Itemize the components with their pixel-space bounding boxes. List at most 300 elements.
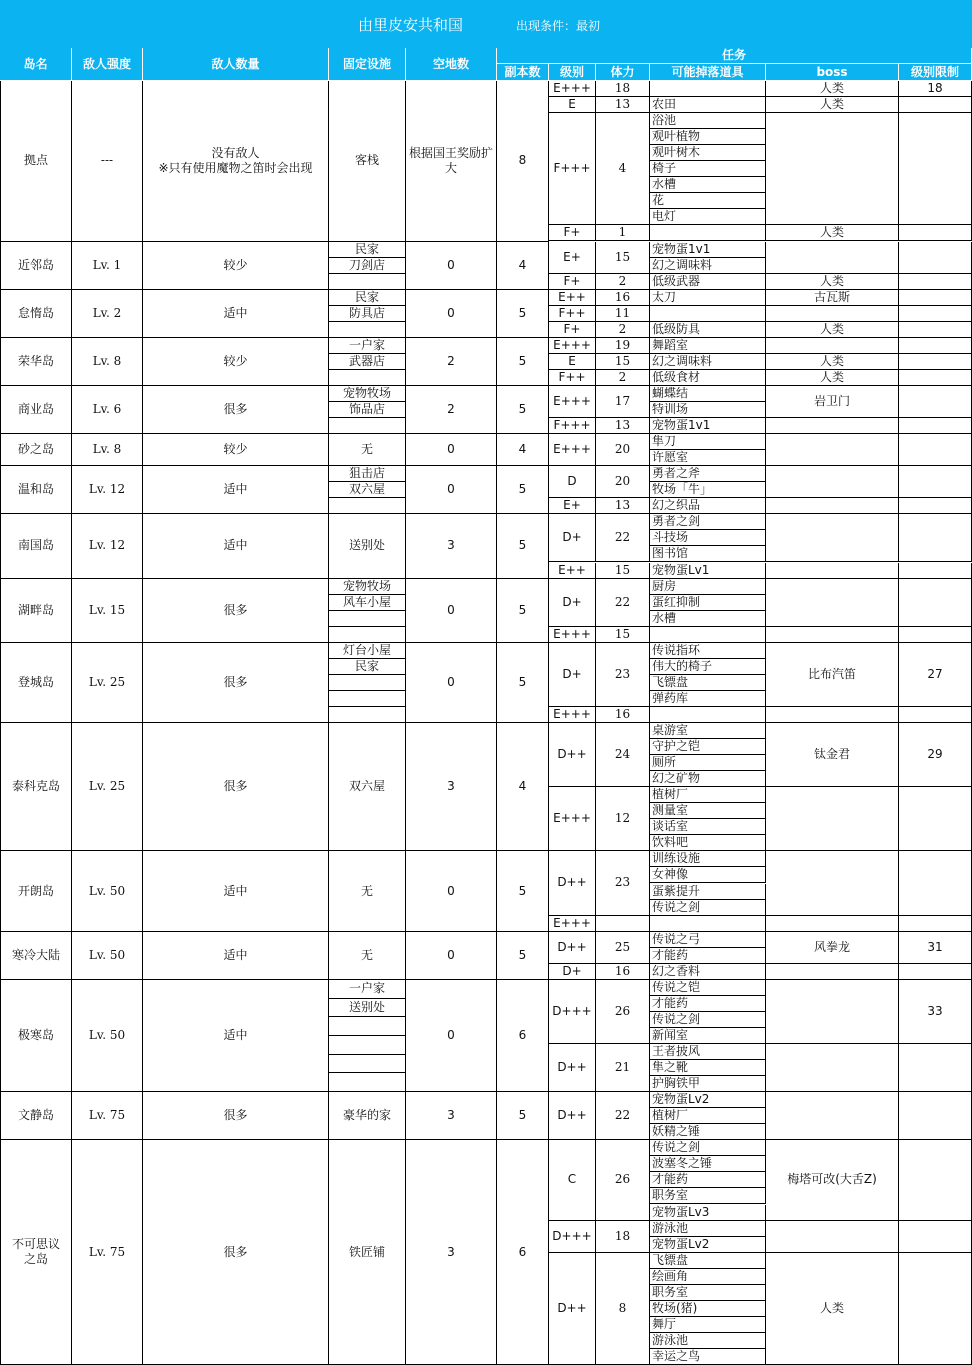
facility: [329, 691, 406, 707]
enemy-count: 较少: [143, 242, 329, 290]
island-name: 寒冷大陆: [0, 932, 72, 980]
drop-item: [650, 707, 766, 723]
task-rank: D: [549, 466, 596, 498]
task-stamina: 19: [596, 338, 650, 354]
drop-item: 植树厂: [650, 1108, 766, 1124]
facility: [329, 370, 406, 386]
facility: 无: [329, 434, 406, 466]
header-rank: 级别: [549, 64, 596, 81]
task-level-limit: [899, 514, 972, 562]
task-rank: E++: [549, 290, 596, 306]
drop-item: 职务室: [650, 1188, 766, 1204]
task-level-limit: [899, 97, 972, 113]
task-boss: [766, 980, 899, 1044]
drop-item: 妖精之锤: [650, 1124, 766, 1140]
drop-item: 幻之香料: [650, 964, 766, 980]
task-level-limit: [899, 338, 972, 354]
empty-lots: 0: [406, 851, 497, 931]
facility: 灯台小屋: [329, 643, 406, 659]
drop-item: 幻之织品: [650, 498, 766, 514]
task-boss: [766, 466, 899, 498]
enemy-count: 较少: [143, 338, 329, 386]
drop-item: 王者披风: [650, 1044, 766, 1060]
facility: 武器店: [329, 354, 406, 370]
header-facility: 固定设施: [329, 48, 406, 81]
empty-lots: 3: [406, 723, 497, 851]
copy-count: 5: [497, 932, 549, 980]
enemy-count: 适中: [143, 932, 329, 980]
task-boss: 比布汽笛: [766, 643, 899, 707]
task-boss: 风拳龙: [766, 932, 899, 964]
copy-count: 5: [497, 466, 549, 514]
copy-count: 4: [497, 434, 549, 466]
task-boss: 人类: [766, 81, 899, 97]
task-rank: E+: [549, 242, 596, 274]
facility: 一户家: [329, 338, 406, 354]
enemy-count: 很多: [143, 643, 329, 723]
drop-item: 训练设施: [650, 851, 766, 867]
task-rank: D+++: [549, 980, 596, 1044]
facility: 送别处: [329, 514, 406, 578]
facility: [329, 1055, 406, 1074]
task-level-limit: [899, 1221, 972, 1253]
facility: 民家: [329, 290, 406, 306]
task-level-limit: [899, 787, 972, 851]
task-boss: [766, 627, 899, 643]
empty-lots: 3: [406, 1092, 497, 1140]
facility: 铁匠铺: [329, 1140, 406, 1365]
drop-item: 厕所: [650, 755, 766, 771]
empty-lots: 根据国王奖励扩大: [406, 81, 497, 242]
appear-condition: 出现条件：最初: [516, 19, 601, 33]
drop-item: 舞厅: [650, 1317, 766, 1333]
task-level-limit: [899, 579, 972, 627]
task-boss: 梅塔可改(大舌Z): [766, 1140, 899, 1220]
drop-item: 勇者之斧: [650, 466, 766, 482]
task-level-limit: [899, 498, 972, 514]
drop-item: 牧场「牛」: [650, 482, 766, 498]
drop-item: 游泳池: [650, 1333, 766, 1349]
task-boss: 人类: [766, 370, 899, 386]
drop-item: 传说之弓: [650, 932, 766, 948]
copy-count: 5: [497, 386, 549, 434]
task-boss: [766, 242, 899, 274]
facility: 防具店: [329, 306, 406, 322]
task-boss: 人类: [766, 354, 899, 370]
drop-item: 低级防具: [650, 322, 766, 338]
task-boss: 古瓦斯: [766, 290, 899, 306]
header-enemy-count: 敌人数量: [143, 48, 329, 81]
drop-item: 饮料吧: [650, 835, 766, 851]
empty-lots: 3: [406, 1140, 497, 1365]
drop-item: 椅子: [650, 161, 766, 177]
copy-count: 4: [497, 242, 549, 290]
facility: 风车小屋: [329, 595, 406, 611]
task-boss: [766, 964, 899, 980]
facility: [329, 707, 406, 723]
drop-item: 弹药库: [650, 691, 766, 707]
task-rank: F+: [549, 274, 596, 290]
facility: [329, 1036, 406, 1055]
task-stamina: 15: [596, 563, 650, 579]
country-title: 由里皮安共和国: [358, 16, 464, 34]
drop-item: 水槽: [650, 611, 766, 627]
drop-item: 花: [650, 193, 766, 209]
enemy-strength: Lv. 15: [72, 579, 143, 643]
task-rank: E+++: [549, 386, 596, 418]
task-level-limit: [899, 434, 972, 466]
task-stamina: 4: [596, 113, 650, 225]
drop-item: 浴池: [650, 113, 766, 129]
facility: 宠物牧场: [329, 579, 406, 595]
drop-item: 飞镖盘: [650, 1253, 766, 1269]
task-rank: F+: [549, 225, 596, 241]
drop-item: 宠物蛋Lv2: [650, 1092, 766, 1108]
island-name: 极寒岛: [0, 980, 72, 1092]
task-stamina: 26: [596, 980, 650, 1044]
task-boss: [766, 916, 899, 932]
facility: 双六屋: [329, 482, 406, 498]
task-stamina: 16: [596, 290, 650, 306]
header-island: 岛名: [0, 48, 72, 81]
drop-item: 职务室: [650, 1285, 766, 1301]
empty-lots: 0: [406, 932, 497, 980]
facility: 刀剑店: [329, 258, 406, 274]
enemy-count: 适中: [143, 514, 329, 578]
facility: [329, 418, 406, 434]
header-boss: boss: [766, 64, 899, 81]
drop-item: 传说指环: [650, 643, 766, 659]
header-strength: 敌人强度: [72, 48, 143, 81]
task-rank: E: [549, 97, 596, 113]
task-rank: F+: [549, 322, 596, 338]
drop-item: 才能药: [650, 996, 766, 1012]
drop-item: [650, 627, 766, 643]
facility: [329, 675, 406, 691]
facility: 无: [329, 932, 406, 980]
drop-item: 低级食材: [650, 370, 766, 386]
enemy-count: 很多: [143, 1092, 329, 1140]
enemy-strength: Lv. 8: [72, 338, 143, 386]
task-rank: E+++: [549, 81, 596, 97]
task-stamina: 1: [596, 225, 650, 241]
drop-item: 宠物蛋Lv2: [650, 1237, 766, 1253]
drop-item: 宠物蛋1v1: [650, 242, 766, 258]
drop-item: 厨房: [650, 579, 766, 595]
drop-item: 女神像: [650, 867, 766, 883]
task-stamina: 2: [596, 274, 650, 290]
task-stamina: [596, 916, 650, 932]
drop-item: 绘画角: [650, 1269, 766, 1285]
task-level-limit: [899, 1092, 972, 1140]
task-level-limit: [899, 418, 972, 434]
enemy-strength: Lv. 25: [72, 723, 143, 851]
drop-item: 植树厂: [650, 787, 766, 803]
task-boss: [766, 851, 899, 915]
facility: 送别处: [329, 999, 406, 1018]
task-stamina: 23: [596, 851, 650, 915]
facility: 狙击店: [329, 466, 406, 482]
drop-item: 桌游室: [650, 723, 766, 739]
task-level-limit: [899, 466, 972, 498]
task-boss: [766, 563, 899, 579]
copy-count: 5: [497, 338, 549, 386]
task-stamina: 20: [596, 434, 650, 466]
drop-item: [650, 225, 766, 241]
empty-lots: 0: [406, 290, 497, 338]
task-stamina: 26: [596, 1140, 650, 1220]
task-stamina: 18: [596, 81, 650, 97]
task-boss: [766, 579, 899, 627]
drop-item: 幻之调味料: [650, 258, 766, 274]
empty-lots: 0: [406, 434, 497, 466]
facility: [329, 611, 406, 627]
header-task: 任务: [497, 48, 972, 64]
island-name: 荣华岛: [0, 338, 72, 386]
drop-item: 蝴蝶结: [650, 386, 766, 402]
task-stamina: 20: [596, 466, 650, 498]
task-level-limit: [899, 707, 972, 723]
island-name: 登城岛: [0, 643, 72, 723]
task-boss: [766, 338, 899, 354]
task-stamina: 22: [596, 514, 650, 562]
drop-item: 勇者之剑: [650, 514, 766, 530]
task-rank: E+++: [549, 707, 596, 723]
drop-item: 传说之剑: [650, 1140, 766, 1156]
task-level-limit: [899, 916, 972, 932]
drop-item: 守护之铠: [650, 739, 766, 755]
task-stamina: 22: [596, 1092, 650, 1140]
header-drops: 可能掉落道具: [650, 64, 766, 81]
task-stamina: 16: [596, 707, 650, 723]
task-level-limit: 27: [899, 643, 972, 707]
island-name: 泰科克岛: [0, 723, 72, 851]
task-boss: [766, 418, 899, 434]
drop-item: 电灯: [650, 209, 766, 225]
task-rank: D++: [549, 1092, 596, 1140]
copy-count: 5: [497, 514, 549, 578]
empty-lots: 0: [406, 242, 497, 290]
task-stamina: 13: [596, 97, 650, 113]
enemy-strength: Lv. 25: [72, 643, 143, 723]
drop-item: 图书馆: [650, 546, 766, 562]
enemy-strength: Lv. 50: [72, 980, 143, 1092]
facility: 无: [329, 851, 406, 931]
task-stamina: 24: [596, 723, 650, 787]
task-level-limit: [899, 627, 972, 643]
task-level-limit: [899, 274, 972, 290]
task-boss: [766, 113, 899, 225]
island-name: 砂之岛: [0, 434, 72, 466]
task-stamina: 13: [596, 418, 650, 434]
drop-item: 伟大的椅子: [650, 659, 766, 675]
island-name: 拠点: [0, 81, 72, 242]
facility: 饰品店: [329, 402, 406, 418]
drop-item: 特训场: [650, 402, 766, 418]
copy-count: 5: [497, 290, 549, 338]
enemy-strength: Lv. 2: [72, 290, 143, 338]
drop-item: 蛋紫提升: [650, 884, 766, 900]
task-stamina: 12: [596, 787, 650, 851]
header-copies: 副本数: [497, 64, 549, 81]
task-stamina: 21: [596, 1044, 650, 1092]
drop-item: 飞镖盘: [650, 675, 766, 691]
enemy-count: 较少: [143, 434, 329, 466]
facility: [329, 1017, 406, 1036]
task-boss: [766, 1092, 899, 1140]
drop-item: 传说之剑: [650, 1012, 766, 1028]
facility: 民家: [329, 659, 406, 675]
drop-item: 幸运之鸟: [650, 1349, 766, 1365]
empty-lots: 2: [406, 338, 497, 386]
drop-item: 斗技场: [650, 530, 766, 546]
task-boss: [766, 498, 899, 514]
island-name: 商业岛: [0, 386, 72, 434]
task-stamina: 15: [596, 627, 650, 643]
facility: [329, 274, 406, 290]
enemy-count: 很多: [143, 723, 329, 851]
task-level-limit: 31: [899, 932, 972, 964]
task-level-limit: 29: [899, 723, 972, 787]
task-level-limit: [899, 306, 972, 322]
enemy-count: 适中: [143, 466, 329, 514]
enemy-count: 很多: [143, 579, 329, 643]
task-stamina: 16: [596, 964, 650, 980]
task-level-limit: [899, 242, 972, 274]
task-stamina: 15: [596, 242, 650, 274]
task-rank: D++: [549, 851, 596, 915]
drop-item: 幻之调味料: [650, 354, 766, 370]
task-boss: [766, 434, 899, 466]
copy-count: 5: [497, 579, 549, 643]
drop-item: 观叶树木: [650, 145, 766, 161]
task-boss: [766, 1221, 899, 1253]
task-level-limit: 18: [899, 81, 972, 97]
drop-item: [650, 81, 766, 97]
drop-item: 蛋红抑制: [650, 595, 766, 611]
copy-count: 5: [497, 1092, 549, 1140]
copy-count: 4: [497, 723, 549, 851]
drop-item: 才能药: [650, 1172, 766, 1188]
drop-item: 牧场(猪): [650, 1301, 766, 1317]
task-rank: E+++: [549, 916, 596, 932]
drop-item: 舞蹈室: [650, 338, 766, 354]
task-level-limit: 33: [899, 980, 972, 1044]
task-rank: E+++: [549, 787, 596, 851]
task-stamina: 25: [596, 932, 650, 964]
enemy-strength: Lv. 1: [72, 242, 143, 290]
copy-count: 8: [497, 81, 549, 242]
island-name: 温和岛: [0, 466, 72, 514]
enemy-strength: Lv. 50: [72, 932, 143, 980]
task-level-limit: [899, 1253, 972, 1365]
task-rank: E++: [549, 563, 596, 579]
island-name: 近邻岛: [0, 242, 72, 290]
drop-item: 许愿室: [650, 450, 766, 466]
task-boss: 人类: [766, 1253, 899, 1365]
enemy-count: 很多: [143, 1140, 329, 1365]
task-rank: D+: [549, 643, 596, 707]
task-stamina: 23: [596, 643, 650, 707]
task-level-limit: [899, 1140, 972, 1220]
copy-count: 6: [497, 1140, 549, 1365]
drop-item: [650, 306, 766, 322]
drop-item: 游泳池: [650, 1221, 766, 1237]
empty-lots: 0: [406, 643, 497, 723]
header-stamina: 体力: [596, 64, 650, 81]
enemy-strength: Lv. 8: [72, 434, 143, 466]
empty-lots: 0: [406, 466, 497, 514]
task-level-limit: [899, 113, 972, 225]
enemy-count: 没有敌人 ※只有使用魔物之笛时会出现: [143, 81, 329, 242]
task-rank: D+: [549, 964, 596, 980]
facility: [329, 1073, 406, 1092]
task-rank: F++: [549, 306, 596, 322]
task-stamina: 17: [596, 386, 650, 418]
empty-lots: 2: [406, 386, 497, 434]
enemy-strength: Lv. 75: [72, 1092, 143, 1140]
task-rank: D+: [549, 579, 596, 627]
facility: 一户家: [329, 980, 406, 999]
facility: 民家: [329, 242, 406, 258]
task-boss: [766, 1044, 899, 1092]
island-name: 怠惰岛: [0, 290, 72, 338]
task-rank: C: [549, 1140, 596, 1220]
island-name: 湖畔岛: [0, 579, 72, 643]
copy-count: 6: [497, 980, 549, 1092]
drop-item: [650, 916, 766, 932]
task-stamina: 15: [596, 354, 650, 370]
task-level-limit: [899, 370, 972, 386]
task-rank: E: [549, 354, 596, 370]
enemy-count: 适中: [143, 851, 329, 931]
empty-lots: 0: [406, 579, 497, 643]
task-boss: 人类: [766, 97, 899, 113]
task-stamina: 8: [596, 1253, 650, 1365]
island-name: 开朗岛: [0, 851, 72, 931]
task-level-limit: [899, 964, 972, 980]
task-stamina: 18: [596, 1221, 650, 1253]
drop-item: 波塞冬之锤: [650, 1156, 766, 1172]
task-stamina: 2: [596, 322, 650, 338]
task-boss: 人类: [766, 274, 899, 290]
enemy-count: 很多: [143, 386, 329, 434]
task-level-limit: [899, 563, 972, 579]
task-boss: 钛金君: [766, 723, 899, 787]
task-stamina: 11: [596, 306, 650, 322]
task-rank: D++: [549, 723, 596, 787]
drop-item: 传说之剑: [650, 900, 766, 916]
task-rank: E+: [549, 498, 596, 514]
task-boss: [766, 707, 899, 723]
empty-lots: 0: [406, 980, 497, 1092]
task-level-limit: [899, 225, 972, 241]
empty-lots: 3: [406, 514, 497, 578]
task-rank: D++: [549, 1044, 596, 1092]
enemy-count: 适中: [143, 980, 329, 1092]
drop-item: 观叶植物: [650, 129, 766, 145]
drop-item: 隼之靴: [650, 1060, 766, 1076]
task-level-limit: [899, 386, 972, 418]
task-boss: 岩卫门: [766, 386, 899, 418]
drop-item: 宠物蛋Lv3: [650, 1205, 766, 1221]
task-stamina: 22: [596, 579, 650, 627]
drop-item: 宠物蛋Lv1: [650, 563, 766, 579]
task-level-limit: [899, 354, 972, 370]
task-boss: 人类: [766, 322, 899, 338]
header-empty-lots: 空地数: [406, 48, 497, 81]
header-level-limit: 级别限制: [899, 64, 972, 81]
